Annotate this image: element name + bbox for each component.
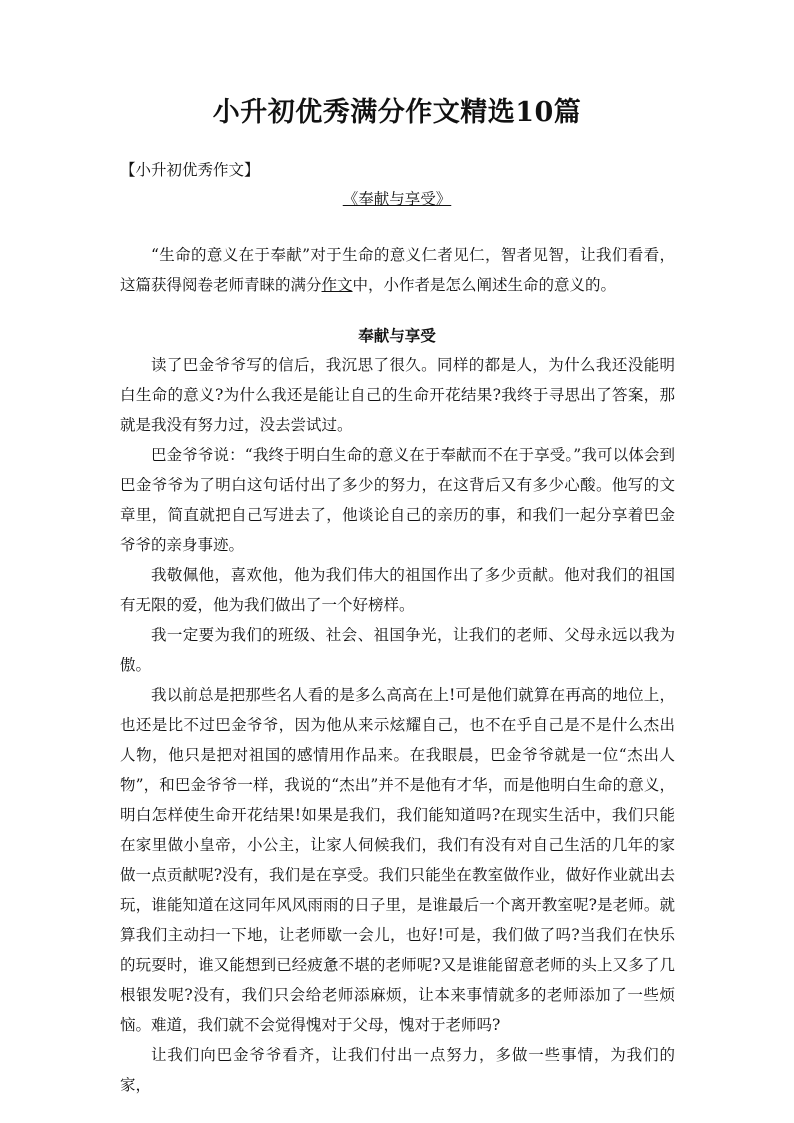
essay-subtitle xyxy=(0,187,794,209)
essay-paragraph: 我敬佩他，喜欢他，他为我们伟大的祖国作出了多少贡献。他对我们的祖国有无限的爱，他为我们做出了一个好榜样。 xyxy=(120,566,675,614)
essay-paragraph: 读了巴金爷爷写的信后，我沉思了很久。同样的都是人，为什么我还没能明白生命的意义?为什么我还是能让自己的生命开花结果?我终于寻思出了答案，那就是我没有努力过，没去尝试过。 xyxy=(120,356,675,434)
intro-paragraph xyxy=(120,240,675,300)
section-label: 【小升初优秀作文】 xyxy=(120,161,260,179)
essay-body xyxy=(120,350,675,1100)
essay-paragraph: 巴金爷爷说：“我终于明白生命的意义在于奉献而不在于享受。”我可以体会到巴金爷爷为了明白这句话付出了多少的努力，在这背后又有多少心酸。他写的文章里，简直就把自己写进去了，他谈论自己的亲历的事，和我们一起分享着巴金爷爷的亲身事迹。 xyxy=(120,446,675,554)
intro-link[interactable]: 作文 xyxy=(321,276,353,294)
essay-paragraph: 我一定要为我们的班级、社会、祖国争光，让我们的老师、父母永远以我为傲。 xyxy=(120,626,675,674)
essay-paragraph: 让我们向巴金爷爷看齐，让我们付出一点努力，多做一些事情，为我们的家， xyxy=(120,1046,675,1094)
document-title: 小升初优秀满分作文精选10篇 xyxy=(212,97,582,128)
intro-text-before: “生命的意义在于奉献”对于生命的意义仁者见仁，智者见智，让我们看看，这篇获得阅卷老师青睐的满分 xyxy=(120,246,675,294)
essay-title: 奉献与享受 xyxy=(358,326,436,345)
essay-subtitle-text: 《奉献与享受》 xyxy=(342,190,452,208)
intro-text-after: 中，小作者是怎么阐述生命的意义的。 xyxy=(352,276,617,294)
essay-paragraph: 我以前总是把那些名人看的是多么高高在上!可是他们就算在再高的地位上，也还是比不过巴金爷爷，因为他从来示炫耀自己，也不在乎自己是不是什么杰出人物，他只是把对祖国的感情用作品来。在我眼晨，巴金爷爷就是一位“杰出人物”，和巴金爷爷一样，我说的“杰出”并不是他有才华，而是他明白生命的意义，明白怎样使生命开花结果!如果是我们，我们能知道吗?在现实生活中，我们只能在家里做小皇帝，小公主，让家人伺候我们，我们有没有对自己生活的几年的家做一点贡献呢?没有，我们是在享受。我们只能坐在教室做作业，做好作业就出去玩，谁能知道在这同年风风雨雨的日子里，是谁最后一个离开教室呢?是老师。就算我们主动扫一下地，让老师歇一会儿，也好!可是，我们做了吗?当我们在快乐的玩耍时，谁又能想到已经疲惫不堪的老师呢?又是谁能留意老师的头上又多了几根银发呢?没有，我们只会给老师添麻烦，让本来事情就多的老师添加了一些烦恼。难道，我们就不会觉得愧对于父母，愧对于老师吗? xyxy=(120,686,675,1034)
